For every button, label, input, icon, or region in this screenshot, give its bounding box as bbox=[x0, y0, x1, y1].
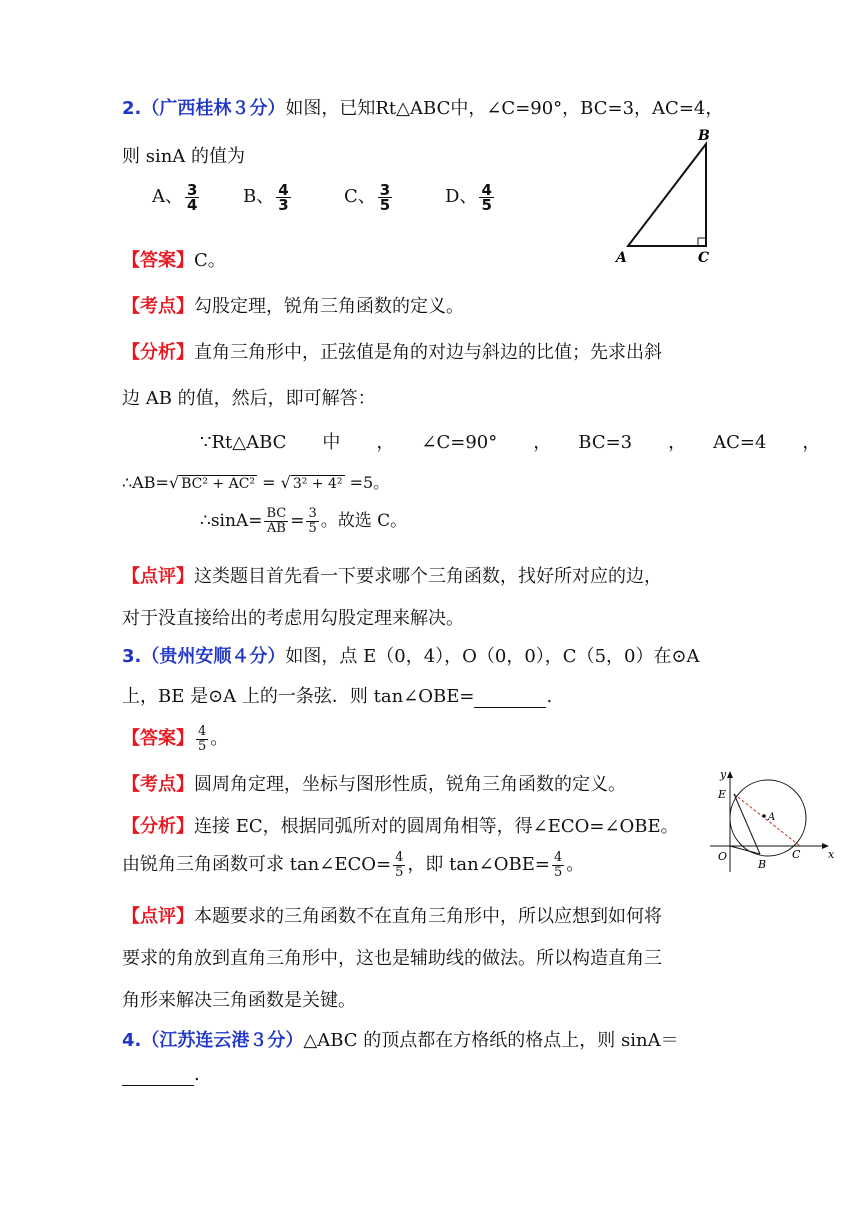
label-c: C bbox=[792, 848, 801, 861]
q3-fenxi-line1: 【分析】连接 EC，根据同弧所对的圆周角相等，得∠ECO=∠OBE。 bbox=[122, 816, 679, 837]
triangle-abc bbox=[628, 144, 706, 246]
q2-sin-formula: ∴sinA= $\frac{BC}{AB}$ = $\frac{3}{5}$ 。故选 C。 bbox=[200, 506, 408, 536]
q3-fenxi-line2: 由锐角三角函数可求 tan∠ECO= $\frac{4}{5}$ ，即 tan∠OBE= $\frac{4}{5}$ 。 bbox=[122, 849, 585, 880]
label-y: y bbox=[720, 768, 727, 781]
kaodian-tag: 【考点】 bbox=[122, 296, 194, 317]
q2-fenxi-line1: 【分析】直角三角形中，正弦值是角的对边与斜边的比值；先求出斜 bbox=[122, 342, 662, 363]
q3-dianping-line1: 【点评】本题要求的三角函数不在直角三角形中，所以应想到如何将 bbox=[122, 906, 662, 927]
kaodian-tag: 【考点】 bbox=[122, 774, 194, 795]
q4-stem-line2: . bbox=[122, 1064, 200, 1086]
q3-fraction-1: $\frac{4}{5}$ bbox=[395, 849, 404, 880]
q2-stem-line2: 则 sinA 的值为 bbox=[122, 146, 246, 167]
q2-option-c-fraction: $\frac{3}{5}$ bbox=[379, 180, 391, 214]
q4-stem-line1: 4.（江苏连云港３分）△ABC 的顶点都在方格纸的格点上，则 sinA＝ bbox=[122, 1030, 679, 1051]
q2-option-a-fraction: $\frac{3}{4}$ bbox=[187, 180, 198, 214]
label-c: C bbox=[698, 250, 710, 266]
label-e: E bbox=[718, 788, 727, 801]
label-b: B bbox=[698, 128, 710, 144]
q2-stem-text: 如图，已知Rt△ABC中，∠C=90°，BC=3，AC=4， bbox=[285, 98, 724, 119]
q3-answer-fraction: $\frac{4}{5}$ bbox=[198, 723, 207, 754]
fenxi-tag: 【分析】 bbox=[122, 816, 194, 837]
q3-fraction-2: $\frac{4}{5}$ bbox=[553, 849, 563, 880]
radical-2: 3² + 4² bbox=[292, 476, 343, 492]
sin-fraction-2: $\frac{3}{5}$ bbox=[308, 506, 317, 536]
q2-option-c: C、 $\frac{3}{5}$ bbox=[344, 180, 391, 214]
q2-option-b: B、 $\frac{4}{3}$ bbox=[243, 180, 289, 214]
q2-option-d-fraction: $\frac{4}{5}$ bbox=[481, 180, 492, 214]
radical-1: BC² + AC² bbox=[181, 476, 256, 492]
q3-stem-line1: 3.（贵州安顺４分）如图，点 E（0，4），O（0，0），C（5，0）在⊙A bbox=[122, 646, 700, 667]
label-a: A bbox=[616, 250, 627, 266]
answer-blank bbox=[122, 1064, 194, 1086]
q3-header: 3.（贵州安顺４分） bbox=[122, 646, 286, 667]
q2-ab-formula: ∴AB=√ BC² + AC² = √ 3² + 4² =5。 bbox=[122, 473, 390, 492]
label-x: x bbox=[828, 848, 835, 861]
answer-tag: 【答案】 bbox=[122, 728, 194, 749]
q2-dianping-line1: 【点评】这类题目首先看一下要求哪个三角函数，找好所对应的边， bbox=[122, 566, 662, 587]
label-b: B bbox=[758, 858, 767, 871]
center-a-dot bbox=[762, 814, 766, 818]
q2-answer: 【答案】C。 bbox=[122, 250, 226, 271]
q3-dianping-line3: 角形来解决三角函数是关键。 bbox=[122, 990, 356, 1011]
answer-blank bbox=[474, 686, 546, 708]
q2-because-line: ∵Rt△ABC 中 ， ∠C=90° ， BC=3 ， AC=4 ， bbox=[200, 432, 821, 453]
q2-option-a: A、 $\frac{3}{4}$ bbox=[152, 180, 198, 214]
q3-answer: 【答案】 $\frac{4}{5}$ 。 bbox=[122, 723, 229, 754]
right-angle-mark bbox=[698, 238, 706, 246]
q2-triangle-figure bbox=[612, 124, 730, 266]
answer-tag: 【答案】 bbox=[122, 250, 194, 271]
q3-dianping-line2: 要求的角放到直角三角形中，这也是辅助线的做法。所以构造直角三 bbox=[122, 948, 662, 969]
fenxi-tag: 【分析】 bbox=[122, 342, 194, 363]
q2-fenxi-line2: 边 AB 的值，然后，即可解答： bbox=[122, 388, 376, 409]
q2-dianping-line2: 对于没直接给出的考虑用勾股定理来解决。 bbox=[122, 608, 464, 629]
q2-option-d: D、 $\frac{4}{5}$ bbox=[445, 180, 492, 214]
dianping-tag: 【点评】 bbox=[122, 906, 194, 927]
q3-kaodian: 【考点】圆周角定理，坐标与图形性质，锐角三角函数的定义。 bbox=[122, 774, 626, 795]
q3-stem-line2: 上，BE 是⊙A 上的一条弦．则 tan∠OBE= . bbox=[122, 686, 553, 707]
q2-stem-line1 bbox=[122, 94, 723, 120]
q2-option-b-fraction: $\frac{4}{3}$ bbox=[278, 180, 289, 214]
q3-circle-figure bbox=[706, 768, 842, 876]
q2-kaodian: 【考点】勾股定理，锐角三角函数的定义。 bbox=[122, 296, 464, 317]
q4-header: 4.（江苏连云港３分） bbox=[122, 1030, 304, 1051]
chord-eb bbox=[734, 794, 760, 854]
dianping-tag: 【点评】 bbox=[122, 566, 194, 587]
chord-ec bbox=[734, 794, 800, 846]
label-a: A bbox=[768, 812, 776, 823]
segment-ob bbox=[730, 846, 760, 854]
q2-header: 2.（广西桂林３分） bbox=[122, 98, 286, 119]
sin-fraction-1: $\frac{BC}{AB}$ bbox=[266, 506, 287, 536]
y-axis-arrow bbox=[727, 771, 733, 778]
label-o: O bbox=[718, 850, 728, 863]
